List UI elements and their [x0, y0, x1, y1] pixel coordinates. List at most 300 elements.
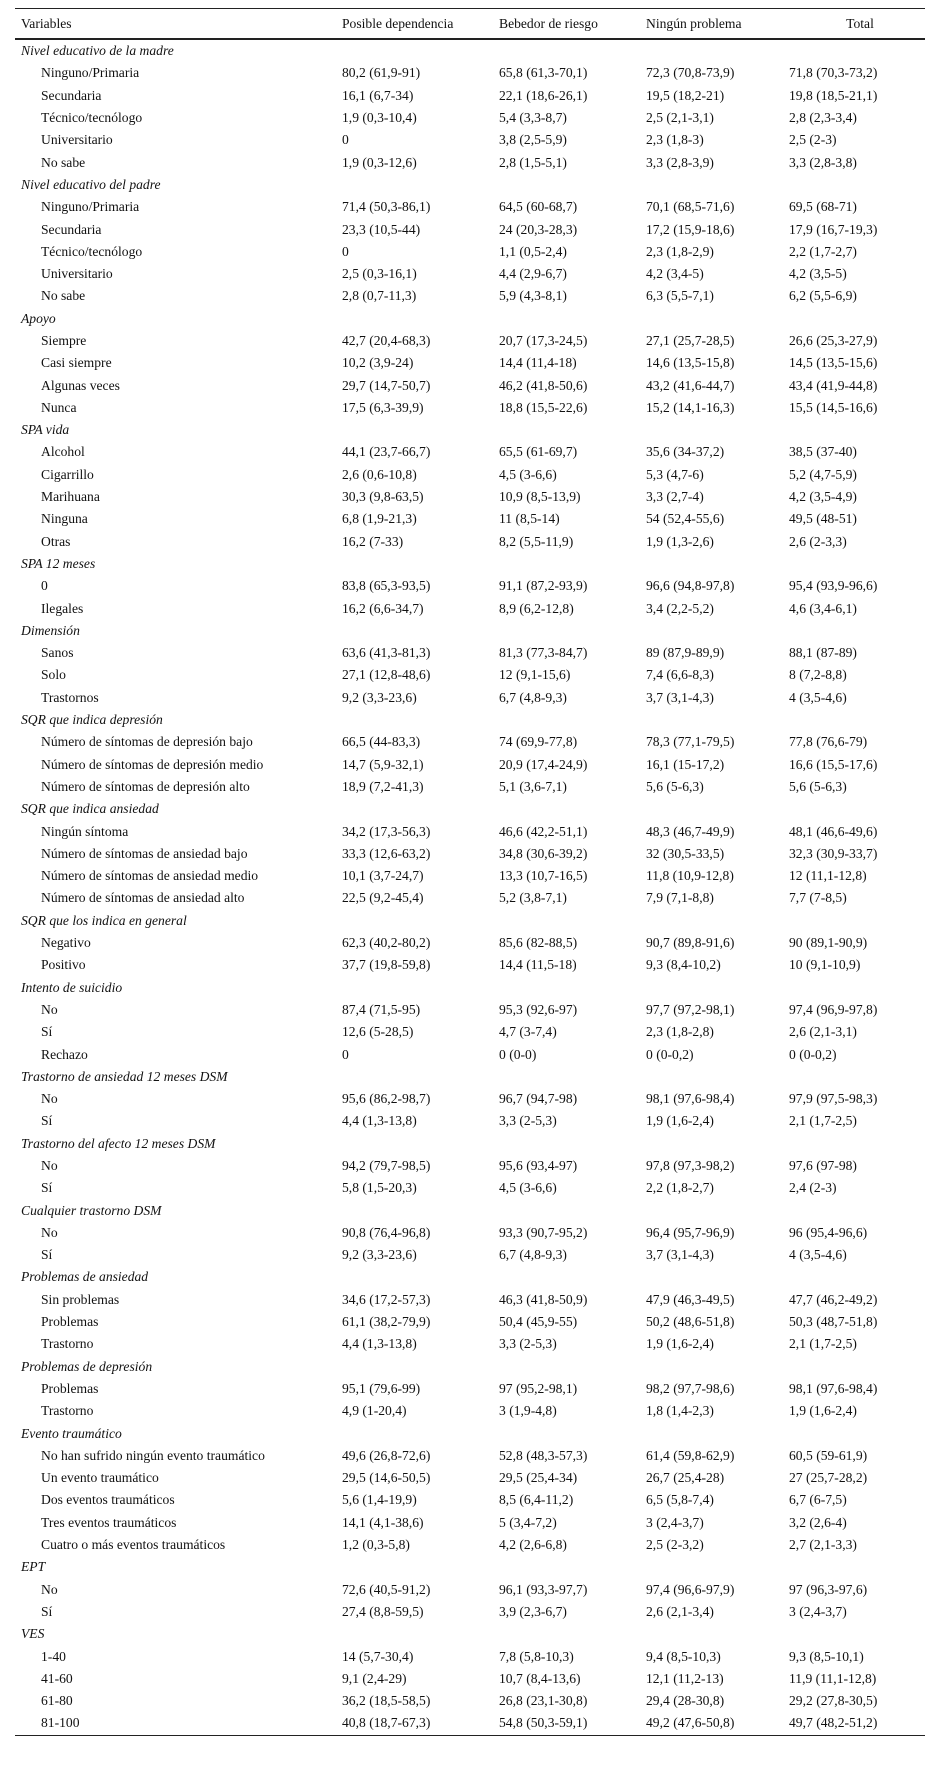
row-label: Cigarrillo: [41, 466, 94, 482]
table-row: [15, 1289, 925, 1311]
cell-bebedor-de-riesgo: 46,3 (41,8-50,9): [499, 1291, 588, 1307]
cell-total: 2,8 (2,3-3,4): [789, 110, 857, 126]
table-header: [15, 9, 925, 40]
cell-posible-dependencia: 72,6 (40,5-91,2): [342, 1581, 431, 1597]
table-row: [15, 85, 925, 107]
row-label: Algunas veces: [41, 377, 120, 393]
cell-posible-dependencia: 0: [342, 1046, 349, 1062]
cell-posible-dependencia: 23,3 (10,5-44): [342, 221, 421, 237]
cell-bebedor-de-riesgo: 20,9 (17,4-24,9): [499, 756, 588, 772]
row-label: Ilegales: [41, 600, 84, 616]
cell-ningun-problema: 43,2 (41,6-44,7): [646, 377, 735, 393]
table-row: [15, 1467, 925, 1489]
row-label: Ninguna: [41, 511, 88, 527]
cell-bebedor-de-riesgo: 2,8 (1,5-5,1): [499, 154, 567, 170]
cell-total: 1,9 (1,6-2,4): [789, 1403, 857, 1419]
cell-bebedor-de-riesgo: 97 (95,2-98,1): [499, 1380, 578, 1396]
row-label: No sabe: [41, 154, 86, 170]
table-row: [15, 107, 925, 129]
cell-bebedor-de-riesgo: 4,4 (2,9-6,7): [499, 266, 567, 282]
cell-total: 4,2 (3,5-5): [789, 266, 847, 282]
cell-ningun-problema: 89 (87,9-89,9): [646, 645, 725, 661]
cell-total: 2,1 (1,7-2,5): [789, 1336, 857, 1352]
cell-ningun-problema: 2,3 (1,8-2,9): [646, 243, 714, 259]
cell-total: 47,7 (46,2-49,2): [789, 1291, 878, 1307]
row-label: Otras: [41, 533, 71, 549]
row-label: Ningún síntoma: [41, 823, 129, 839]
cell-bebedor-de-riesgo: 14,4 (11,5-18): [499, 957, 577, 973]
cell-bebedor-de-riesgo: 10,7 (8,4-13,6): [499, 1670, 581, 1686]
table-row: [15, 887, 925, 909]
cell-total: 27 (25,7-28,2): [789, 1470, 868, 1486]
cell-ningun-problema: 15,2 (14,1-16,3): [646, 399, 735, 415]
cell-posible-dependencia: 40,8 (18,7-67,3): [342, 1712, 499, 1735]
cell-total: 69,5 (68-71): [789, 199, 857, 215]
section-title: SQR que indica depresión: [21, 712, 163, 728]
cell-ningun-problema: 1,8 (1,4-2,3): [646, 1403, 714, 1419]
cell-total: 14,5 (13,5-15,6): [789, 355, 878, 371]
table-row: [15, 464, 925, 486]
table-row: [15, 1043, 925, 1065]
section-title: Trastorno de ansiedad 12 meses DSM: [21, 1068, 228, 1084]
row-label: Dos eventos traumáticos: [41, 1492, 175, 1508]
cell-total: 5,2 (4,7-5,9): [789, 466, 857, 482]
table-row: [15, 820, 925, 842]
row-label: Marihuana: [41, 489, 100, 505]
cell-ningun-problema: 11,8 (10,9-12,8): [646, 868, 734, 884]
cell-bebedor-de-riesgo: 3,3 (2-5,3): [499, 1113, 557, 1129]
cell-posible-dependencia: 18,9 (7,2-41,3): [342, 778, 424, 794]
cell-bebedor-de-riesgo: 93,3 (90,7-95,2): [499, 1224, 588, 1240]
cell-posible-dependencia: 9,2 (3,3-23,6): [342, 689, 417, 705]
row-label: No: [41, 1157, 58, 1173]
row-label: No sabe: [41, 288, 86, 304]
cell-total: 2,6 (2,1-3,1): [789, 1024, 857, 1040]
cell-ningun-problema: 27,1 (25,7-28,5): [646, 333, 735, 348]
cell-total: 8 (7,2-8,8): [789, 667, 847, 683]
cell-bebedor-de-riesgo: 4,5 (3-6,6): [499, 466, 557, 482]
cell-bebedor-de-riesgo: 5,9 (4,3-8,1): [499, 288, 567, 304]
row-label: Número de síntomas de ansiedad medio: [41, 868, 259, 884]
section-header-row: [15, 174, 925, 196]
cell-posible-dependencia: 95,6 (86,2-98,7): [342, 1091, 431, 1107]
section-title: Trastorno del afecto 12 meses DSM: [21, 1135, 216, 1151]
cell-total: 2,4 (2-3): [789, 1180, 837, 1196]
section-title: Apoyo: [21, 310, 56, 326]
cell-total: 26,6 (25,3-27,9): [789, 333, 878, 348]
row-label: 41-60: [41, 1670, 73, 1686]
table-row: [15, 1645, 925, 1667]
cell-total: 77,8 (76,6-79): [789, 734, 868, 750]
cell-total: 4,6 (3,4-6,1): [789, 600, 857, 616]
table-row: [15, 1668, 925, 1690]
table-row: [15, 843, 925, 865]
cell-posible-dependencia: 9,2 (3,3-23,6): [342, 1247, 417, 1263]
cell-bebedor-de-riesgo: 34,8 (30,6-39,2): [499, 845, 588, 861]
section-title: SPA vida: [21, 422, 70, 438]
cell-ningun-problema: 5,3 (4,7-6): [646, 466, 704, 482]
table-row: [15, 1445, 925, 1467]
section-header-row: [15, 798, 925, 820]
cell-total: 97,6 (97-98): [789, 1157, 857, 1173]
cell-total: 3,3 (2,8-3,8): [789, 154, 857, 170]
cell-total: 15,5 (14,5-16,6): [789, 399, 878, 415]
cell-bebedor-de-riesgo: 65,8 (61,3-70,1): [499, 65, 588, 81]
cell-bebedor-de-riesgo: 50,4 (45,9-55): [499, 1314, 578, 1330]
table-row: [15, 218, 925, 240]
cell-bebedor-de-riesgo: 65,5 (61-69,7): [499, 444, 578, 460]
row-label: Casi siempre: [41, 355, 112, 371]
cell-total: 3 (2,4-3,7): [789, 1603, 847, 1619]
cell-total: 49,5 (48-51): [789, 511, 857, 527]
cell-total: 11,9 (11,1-12,8): [789, 1670, 877, 1686]
cell-ningun-problema: 29,4 (28-30,8): [646, 1693, 725, 1709]
cell-ningun-problema: 35,6 (34-37,2): [646, 444, 725, 460]
row-label: Secundaria: [41, 87, 102, 103]
cell-bebedor-de-riesgo: 22,1 (18,6-26,1): [499, 87, 588, 103]
cell-total: 2,2 (1,7-2,7): [789, 243, 857, 259]
cell-ningun-problema: 0 (0-0,2): [646, 1046, 694, 1062]
cell-ningun-problema: 7,9 (7,1-8,8): [646, 890, 714, 906]
cell-posible-dependencia: 22,5 (9,2-45,4): [342, 890, 424, 906]
header-total: Total: [789, 9, 925, 40]
section-header-row: [15, 1199, 925, 1221]
row-label: Tres eventos traumáticos: [41, 1514, 177, 1530]
cell-posible-dependencia: 6,8 (1,9-21,3): [342, 511, 417, 527]
cell-posible-dependencia: 4,4 (1,3-13,8): [342, 1336, 417, 1352]
section-header-row: [15, 308, 925, 330]
table-row: [15, 263, 925, 285]
cell-ningun-problema: 3,4 (2,2-5,2): [646, 600, 714, 616]
cell-posible-dependencia: 2,8 (0,7-11,3): [342, 288, 417, 304]
row-label: Secundaria: [41, 221, 102, 237]
cell-ningun-problema: 1,9 (1,6-2,4): [646, 1336, 714, 1352]
cell-posible-dependencia: 95,1 (79,6-99): [342, 1380, 421, 1396]
cell-posible-dependencia: 10,1 (3,7-24,7): [342, 868, 424, 884]
cell-ningun-problema: 96,6 (94,8-97,8): [646, 578, 735, 594]
results-table: [15, 8, 925, 1736]
cell-bebedor-de-riesgo: 3,9 (2,3-6,7): [499, 1603, 567, 1619]
cell-ningun-problema: 2,6 (2,1-3,4): [646, 1603, 714, 1619]
cell-ningun-problema: 12,1 (11,2-13): [646, 1670, 724, 1686]
header-ningun-problema: Ningún problema: [646, 9, 789, 40]
cell-bebedor-de-riesgo: 5,2 (3,8-7,1): [499, 890, 567, 906]
row-label: Número de síntomas de ansiedad alto: [41, 890, 245, 906]
cell-bebedor-de-riesgo: 26,8 (23,1-30,8): [499, 1693, 588, 1709]
row-label: 81-100: [15, 1712, 342, 1735]
row-label: Un evento traumático: [41, 1470, 159, 1486]
header-posible-dependencia: Posible dependencia: [342, 9, 499, 40]
row-label: Sí: [41, 1247, 53, 1263]
cell-total: 7,7 (7-8,5): [789, 890, 847, 906]
cell-ningun-problema: 2,3 (1,8-2,8): [646, 1024, 714, 1040]
cell-total: 6,7 (6-7,5): [789, 1492, 847, 1508]
cell-bebedor-de-riesgo: 5 (3,4-7,2): [499, 1514, 557, 1530]
cell-posible-dependencia: 4,9 (1-20,4): [342, 1403, 407, 1419]
cell-bebedor-de-riesgo: 8,2 (5,5-11,9): [499, 533, 574, 549]
cell-bebedor-de-riesgo: 64,5 (60-68,7): [499, 199, 578, 215]
cell-ningun-problema: 97,4 (96,6-97,9): [646, 1581, 735, 1597]
cell-bebedor-de-riesgo: 20,7 (17,3-24,5): [499, 333, 588, 348]
section-header-row: [15, 1133, 925, 1155]
row-label: Positivo: [41, 957, 86, 973]
cell-ningun-problema: 17,2 (15,9-18,6): [646, 221, 735, 237]
cell-total: 9,3 (8,5-10,1): [789, 1648, 864, 1664]
table-row: [15, 129, 925, 151]
cell-ningun-problema: 26,7 (25,4-28): [646, 1470, 725, 1486]
table-row: [15, 397, 925, 419]
table-row: [15, 1512, 925, 1534]
cell-posible-dependencia: 29,7 (14,7-50,7): [342, 377, 431, 393]
cell-posible-dependencia: 16,2 (7-33): [342, 533, 404, 549]
cell-ningun-problema: 90,7 (89,8-91,6): [646, 935, 735, 951]
cell-total: 49,7 (48,2-51,2): [789, 1712, 925, 1735]
cell-bebedor-de-riesgo: 6,7 (4,8-9,3): [499, 689, 567, 705]
cell-ningun-problema: 3,3 (2,8-3,9): [646, 154, 714, 170]
cell-bebedor-de-riesgo: 11 (8,5-14): [499, 511, 560, 527]
row-label: Número de síntomas de depresión alto: [41, 778, 250, 794]
row-label: Técnico/tecnólogo: [41, 243, 143, 259]
cell-total: 71,8 (70,3-73,2): [789, 65, 878, 81]
table-row: [15, 597, 925, 619]
cell-total: 38,5 (37-40): [789, 444, 857, 460]
section-title: EPT: [21, 1559, 46, 1575]
row-label: Universitario: [41, 266, 113, 282]
cell-ningun-problema: 2,3 (1,8-3): [646, 132, 704, 148]
cell-posible-dependencia: 61,1 (38,2-79,9): [342, 1314, 431, 1330]
section-header-row: [15, 553, 925, 575]
row-label: Sin problemas: [41, 1291, 120, 1307]
cell-total: 95,4 (93,9-96,6): [789, 578, 878, 594]
cell-total: 48,1 (46,6-49,6): [789, 823, 878, 839]
table-row: [15, 241, 925, 263]
cell-total: 12 (11,1-12,8): [789, 868, 867, 884]
cell-posible-dependencia: 62,3 (40,2-80,2): [342, 935, 431, 951]
cell-total: 98,1 (97,6-98,4): [789, 1380, 878, 1396]
cell-posible-dependencia: 42,7 (20,4-68,3): [342, 333, 431, 348]
cell-bebedor-de-riesgo: 96,1 (93,3-97,7): [499, 1581, 588, 1597]
cell-posible-dependencia: 27,1 (12,8-48,6): [342, 667, 431, 683]
row-label: Problemas: [41, 1380, 99, 1396]
section-title: Cualquier trastorno DSM: [21, 1202, 162, 1218]
table-row: [15, 1489, 925, 1511]
table-row: [15, 1534, 925, 1556]
cell-posible-dependencia: 80,2 (61,9-91): [342, 65, 421, 81]
row-label: 61-80: [41, 1693, 73, 1709]
cell-bebedor-de-riesgo: 95,3 (92,6-97): [499, 1001, 578, 1017]
cell-total: 96 (95,4-96,6): [789, 1224, 868, 1240]
cell-ningun-problema: 48,3 (46,7-49,9): [646, 823, 735, 839]
section-header-row: [15, 1623, 925, 1645]
cell-total: 19,8 (18,5-21,1): [789, 87, 878, 103]
table-row: [15, 1378, 925, 1400]
cell-bebedor-de-riesgo: 46,6 (42,2-51,1): [499, 823, 588, 839]
table-row: [15, 1601, 925, 1623]
cell-total: 43,4 (41,9-44,8): [789, 377, 878, 393]
cell-ningun-problema: 5,6 (5-6,3): [646, 778, 704, 794]
cell-posible-dependencia: 14,1 (4,1-38,6): [342, 1514, 424, 1530]
cell-posible-dependencia: 17,5 (6,3-39,9): [342, 399, 424, 415]
cell-ningun-problema: 1,9 (1,6-2,4): [646, 1113, 714, 1129]
cell-bebedor-de-riesgo: 46,2 (41,8-50,6): [499, 377, 588, 393]
row-label: Siempre: [41, 333, 87, 348]
row-label: Trastornos: [41, 689, 99, 705]
table-row: [15, 374, 925, 396]
cell-bebedor-de-riesgo: 6,7 (4,8-9,3): [499, 1247, 567, 1263]
cell-ningun-problema: 70,1 (68,5-71,6): [646, 199, 735, 215]
cell-ningun-problema: 3,7 (3,1-4,3): [646, 1247, 714, 1263]
cell-bebedor-de-riesgo: 1,1 (0,5-2,4): [499, 243, 567, 259]
row-label: Cuatro o más eventos traumáticos: [41, 1537, 226, 1553]
cell-bebedor-de-riesgo: 54,8 (50,3-59,1): [499, 1712, 646, 1735]
cell-bebedor-de-riesgo: 13,3 (10,7-16,5): [499, 868, 588, 884]
section-title: SQR que los indica en general: [21, 912, 187, 928]
cell-posible-dependencia: 1,9 (0,3-10,4): [342, 110, 417, 126]
cell-bebedor-de-riesgo: 4,5 (3-6,6): [499, 1180, 557, 1196]
cell-posible-dependencia: 2,5 (0,3-16,1): [342, 266, 417, 282]
cell-ningun-problema: 14,6 (13,5-15,8): [646, 355, 735, 371]
cell-ningun-problema: 3,7 (3,1-4,3): [646, 689, 714, 705]
cell-posible-dependencia: 27,4 (8,8-59,5): [342, 1603, 424, 1619]
table-row: [15, 1244, 925, 1266]
table-row: [15, 1690, 925, 1712]
cell-posible-dependencia: 29,5 (14,6-50,5): [342, 1470, 431, 1486]
cell-total: 2,6 (2-3,3): [789, 533, 847, 549]
row-label: Ninguno/Primaria: [41, 199, 140, 215]
table-row: [15, 687, 925, 709]
cell-ningun-problema: 4,2 (3,4-5): [646, 266, 704, 282]
cell-ningun-problema: 2,5 (2,1-3,1): [646, 110, 714, 126]
section-title: VES: [21, 1626, 45, 1642]
row-label: Técnico/tecnólogo: [41, 110, 143, 126]
section-header-row: [15, 1356, 925, 1378]
row-label: No: [41, 1001, 58, 1017]
header-variables: Variables: [15, 9, 342, 40]
cell-total: 90 (89,1-90,9): [789, 935, 868, 951]
row-label: No: [41, 1091, 58, 1107]
cell-bebedor-de-riesgo: 4,7 (3-7,4): [499, 1024, 557, 1040]
section-header-row: [15, 1266, 925, 1288]
cell-total: 32,3 (30,9-33,7): [789, 845, 878, 861]
cell-bebedor-de-riesgo: 91,1 (87,2-93,9): [499, 578, 588, 594]
cell-ningun-problema: 72,3 (70,8-73,9): [646, 65, 735, 81]
row-label: Sí: [41, 1024, 53, 1040]
cell-ningun-problema: 2,2 (1,8-2,7): [646, 1180, 714, 1196]
table-row: [15, 754, 925, 776]
cell-total: 60,5 (59-61,9): [789, 1447, 868, 1463]
cell-ningun-problema: 2,5 (2-3,2): [646, 1537, 704, 1553]
cell-ningun-problema: 50,2 (48,6-51,8): [646, 1314, 735, 1330]
table-row: [15, 1110, 925, 1132]
cell-bebedor-de-riesgo: 8,9 (6,2-12,8): [499, 600, 574, 616]
cell-ningun-problema: 9,3 (8,4-10,2): [646, 957, 721, 973]
table-row: [15, 330, 925, 352]
cell-posible-dependencia: 9,1 (2,4-29): [342, 1670, 407, 1686]
table-body: [15, 39, 925, 1735]
cell-posible-dependencia: 12,6 (5-28,5): [342, 1024, 414, 1040]
cell-ningun-problema: 96,4 (95,7-96,9): [646, 1224, 735, 1240]
cell-ningun-problema: 97,7 (97,2-98,1): [646, 1001, 735, 1017]
cell-posible-dependencia: 14 (5,7-30,4): [342, 1648, 414, 1664]
cell-posible-dependencia: 49,6 (26,8-72,6): [342, 1447, 431, 1463]
cell-total: 50,3 (48,7-51,8): [789, 1314, 878, 1330]
table-row: [15, 486, 925, 508]
cell-bebedor-de-riesgo: 7,8 (5,8-10,3): [499, 1648, 574, 1664]
section-header-row: [15, 419, 925, 441]
table-row: [15, 1578, 925, 1600]
cell-posible-dependencia: 44,1 (23,7-66,7): [342, 444, 431, 460]
cell-posible-dependencia: 1,9 (0,3-12,6): [342, 154, 417, 170]
table-row: [15, 731, 925, 753]
cell-total: 4,2 (3,5-4,9): [789, 489, 857, 505]
table-row: [15, 196, 925, 218]
cell-posible-dependencia: 71,4 (50,3-86,1): [342, 199, 431, 215]
cell-bebedor-de-riesgo: 85,6 (82-88,5): [499, 935, 578, 951]
cell-ningun-problema: 78,3 (77,1-79,5): [646, 734, 735, 750]
cell-ningun-problema: 3,3 (2,7-4): [646, 489, 704, 505]
table-row: [15, 151, 925, 173]
cell-posible-dependencia: 2,6 (0,6-10,8): [342, 466, 417, 482]
section-title: Nivel educativo del padre: [21, 176, 161, 192]
table-row: [15, 1222, 925, 1244]
row-label: Sanos: [41, 645, 74, 661]
cell-total: 5,6 (5-6,3): [789, 778, 847, 794]
cell-ningun-problema: 47,9 (46,3-49,5): [646, 1291, 735, 1307]
section-header-row: [15, 910, 925, 932]
table-row: [15, 999, 925, 1021]
cell-total: 97,9 (97,5-98,3): [789, 1091, 878, 1107]
cell-posible-dependencia: 16,1 (6,7-34): [342, 87, 414, 103]
table-row: [15, 1021, 925, 1043]
cell-total: 2,7 (2,1-3,3): [789, 1537, 857, 1553]
row-label: Ninguno/Primaria: [41, 65, 140, 81]
row-label: Sí: [41, 1113, 53, 1129]
cell-total: 2,1 (1,7-2,5): [789, 1113, 857, 1129]
table-row: [15, 776, 925, 798]
row-label: Problemas: [41, 1314, 99, 1330]
table-row: [15, 932, 925, 954]
row-label: Trastorno: [41, 1336, 94, 1352]
cell-posible-dependencia: 37,7 (19,8-59,8): [342, 957, 431, 973]
cell-bebedor-de-riesgo: 4,2 (2,6-6,8): [499, 1537, 567, 1553]
row-label: No: [41, 1224, 58, 1240]
table-row: [15, 1155, 925, 1177]
cell-posible-dependencia: 5,6 (1,4-19,9): [342, 1492, 417, 1508]
row-label: Trastorno: [41, 1403, 94, 1419]
table-row: [15, 575, 925, 597]
cell-bebedor-de-riesgo: 12 (9,1-15,6): [499, 667, 571, 683]
cell-posible-dependencia: 1,2 (0,3-5,8): [342, 1537, 410, 1553]
row-label: Sí: [41, 1603, 53, 1619]
cell-bebedor-de-riesgo: 29,5 (25,4-34): [499, 1470, 578, 1486]
row-label: Número de síntomas de ansiedad bajo: [41, 845, 248, 861]
table-row: [15, 508, 925, 530]
row-label: Rechazo: [41, 1046, 88, 1062]
cell-ningun-problema: 54 (52,4-55,6): [646, 511, 725, 527]
cell-bebedor-de-riesgo: 14,4 (11,4-18): [499, 355, 577, 371]
cell-ningun-problema: 7,4 (6,6-8,3): [646, 667, 714, 683]
cell-ningun-problema: 16,1 (15-17,2): [646, 756, 725, 772]
header-bebedor-de-riesgo: Bebedor de riesgo: [499, 9, 646, 40]
section-header-row: [15, 709, 925, 731]
cell-total: 29,2 (27,8-30,5): [789, 1693, 878, 1709]
cell-bebedor-de-riesgo: 24 (20,3-28,3): [499, 221, 578, 237]
cell-bebedor-de-riesgo: 8,5 (6,4-11,2): [499, 1492, 574, 1508]
cell-posible-dependencia: 63,6 (41,3-81,3): [342, 645, 431, 661]
cell-ningun-problema: 6,5 (5,8-7,4): [646, 1492, 714, 1508]
cell-posible-dependencia: 36,2 (18,5-58,5): [342, 1693, 431, 1709]
cell-total: 88,1 (87-89): [789, 645, 857, 661]
